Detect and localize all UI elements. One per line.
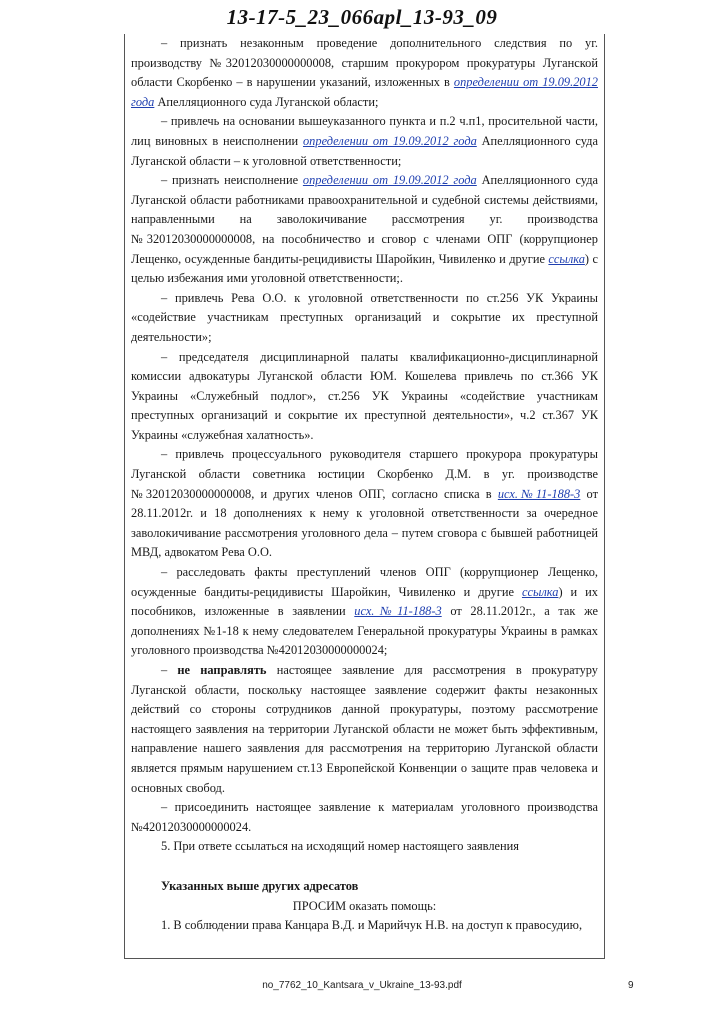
paragraph-text: – привлечь на основании вышеуказанного пункта и п.2 ч.п1, просительной части, лиц виновных в неисполнении (131, 114, 598, 148)
list-item-1: 1. В соблюдении права Канцара В.Д. и Марийчук Н.В. на доступ к правосудию, (161, 918, 583, 933)
paragraph-text: 5. При ответе ссылаться на исходящий номер настоящего заявления (161, 839, 520, 854)
document-body (131, 34, 598, 936)
paragraph-text: – признать неисполнение (161, 173, 303, 188)
paragraph (131, 798, 598, 837)
right-margin-line (604, 34, 605, 958)
paragraph-text: – привлечь процессуального руководителя старшего прокурора прокуратуры Луганской области советника юстиции Скорбенко Д.М. в уг. производстве №32012030000000008, и других членов ОПГ, согласно списка в (131, 447, 598, 501)
paragraph (131, 112, 598, 171)
paragraph (131, 837, 598, 857)
paragraph (131, 563, 598, 661)
reference-link[interactable]: ссылка (521, 584, 559, 599)
paragraph-text: Апелляционного суда Луганской области работниками правоохранительной и судебной системы действиями, направленными на заволокичивание рассмотрения уг. производства №32012030000000008, на пособничество и сговор с членами ОПГ (коррупционер Лещенко, осужденные бандиты-рецидивисты Шаройкин, Чивиленко и другие (131, 173, 598, 266)
paragraph (131, 34, 598, 112)
paragraph-text: – привлечь Рева О.О. к уголовной ответственности по ст.256 УК Украины «содействие участникам преступных организаций и сокрытие их преступной деятельности»; (131, 290, 598, 344)
reference-link[interactable]: определении от 19.09.2012 года (302, 133, 477, 148)
reference-link[interactable]: исх.№11-188-3 (354, 604, 442, 619)
paragraph (131, 289, 598, 348)
paragraph-text: ) и их пособников, изложенные в заявлении (131, 584, 598, 619)
paragraph-text: – признать незаконным проведение дополнительного следствия по уг. производству №32012030000000008, старшим прокурором прокуратуры Луганской области Скорбенко – в нарушении указаний, изложенных в (131, 36, 598, 90)
request-line: ПРОСИМ оказать помощь: (292, 898, 437, 913)
paragraph-text: настоящее заявление для рассмотрения в прокуратуру Луганской области, поскольку настоящее заявление содержит факты незаконных действий со стороны сотрудников данной прокуратуры, поэтому рассмотрение настоящего заявления на территории Луганской области не может быть эффективным, направление нашего заявления для рассмотрения на территорию Луганской области является прямым нарушением ст.13 Европейской Конвенции о защите прав человека и основных свобод. (131, 663, 598, 795)
bottom-rule-line (124, 958, 605, 959)
paragraph (131, 661, 598, 798)
reference-link[interactable]: определении от 19.09.2012 года (131, 75, 598, 109)
footer-filename: no_7762_10_Kantsara_v_Ukraine_13-93.pdf (262, 980, 462, 991)
emphasis-text: не направлять (177, 663, 267, 677)
reference-link[interactable]: ссылка (548, 251, 585, 266)
left-margin-line (124, 34, 125, 958)
paragraph-text: ) с целью избежания ими уголовной ответственности;. (131, 251, 598, 286)
paragraph (131, 445, 598, 563)
paragraph-text: – присоединить настоящее заявление к материалам уголовного производства №42012030000000024. (131, 800, 598, 834)
paragraph-text: от 28.11.2012г., а так же дополнениях №1-18 к нему следователем Генеральной прокуратуры Украины в рамках уголовного производства №42012030000000024; (131, 604, 598, 658)
paragraph-text: от 28.11.2012г. и 18 дополнениях к нему к уголовной ответственности за очередное заволокичивание рассмотрения уголовного дела – путем сговора с бывшей работницей МВД, адвокатом Рева О.О. (131, 486, 598, 560)
paragraph-text: – (161, 663, 178, 677)
paragraph (131, 348, 598, 446)
paragraph-text: Апелляционного суда Луганской области; (154, 94, 379, 109)
paragraph-text: – председателя дисциплинарной палаты квалификационно-дисциплинарной комиссии адвокатуры Луганской области ЮМ. Кошелева привлечь по ст.366 УК Украины «Служебный подлог», ст.256 УК Украины «содействие участникам преступных организаций и сокрытие их преступной деятельности», ч.2 ст.367 УК Украины «служебная халатность». (131, 349, 598, 442)
paragraph-text: – расследовать факты преступлений членов ОПГ (коррупционер Лещенко, осужденные бандиты-рецидивисты Шаройкин, Чивиленко и другие (131, 565, 598, 599)
paragraph (131, 171, 598, 289)
footer-page-number: 9 (628, 980, 634, 991)
reference-link[interactable]: исх.№11-188-3 (497, 486, 581, 501)
section-heading: Указанных выше других адресатов (161, 878, 359, 893)
reference-link[interactable]: определении от 19.09.2012 года (302, 173, 477, 188)
document-header-title: 13-17-5_23_066apl_13-93_09 (226, 5, 498, 29)
paragraph-text: Апелляционного суда Луганской области – к уголовной ответственности; (131, 133, 598, 168)
